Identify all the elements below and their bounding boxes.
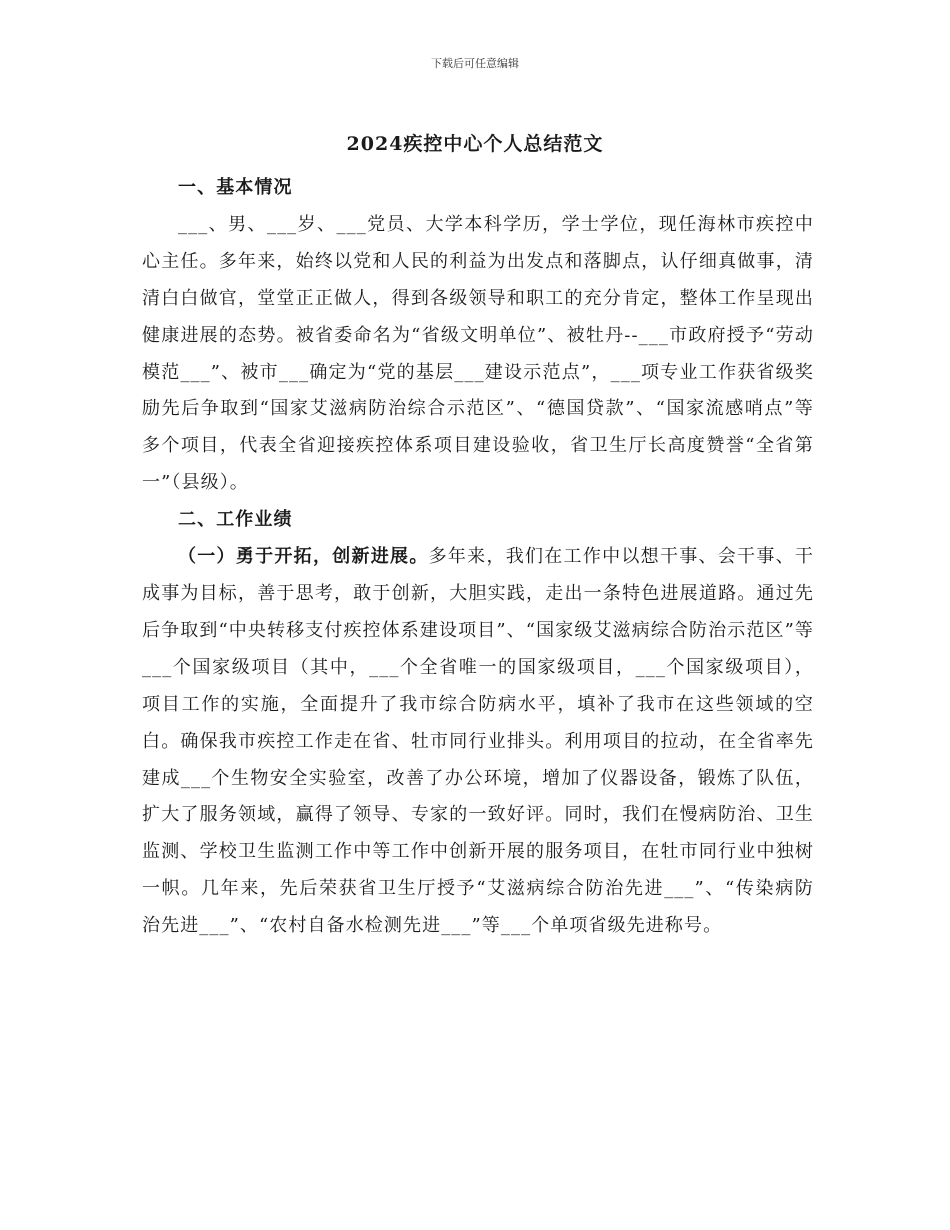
section-heading-achievements: 二、工作业绩 — [178, 509, 293, 531]
document-title: 2024疾控中心个人总结范文 — [346, 133, 604, 155]
subsection-lead-innovation: （一）勇于开拓，创新进展。 — [178, 546, 429, 568]
document-body — [142, 170, 814, 945]
section-heading-basic-info: 一、基本情况 — [178, 177, 293, 198]
paragraph-basic-info: ___、男、___岁、___党员、大学本科学历，学士学位，现任海林市疾控中心主任。多年来，始终以党和人民的利益为出发点和落脚点，认仔细真做事，清清白白做官，堂堂正正做人，得到各级领导和职工的充分肯定，整体工作呈现出健康进展的态势。被省委命名为“省级文明单位”、被牡丹--___市政府授予“劳动模范___”、被市___确定为“党的基层___建设示范点”，___项专业工作获省级奖励先后争取到“国家艾滋病防治综合示范区”、“德国贷款”、“国家流感哨点”等多个项目，代表全省迎接疾控体系项目建设验收，省卫生厅长高度赞誉“全省第一”（县级）。 — [142, 213, 814, 494]
subsection-text-innovation: 多年来，我们在工作中以想干事、会干事、干成事为目标，善于思考，敢于创新，大胆实践，走出一条特色进展道路。通过先后争取到“中央转移支付疾控体系建设项目”、“国家级艾滋病综合防治示范区”等___个国家级项目（其中，___个全省唯一的国家级项目，___个国家级项目），项目工作的实施，全面提升了我市综合防病水平，填补了我市在这些领域的空白。确保我市疾控工作走在省、牡市同行业排头。利用项目的拉动，在全省率先建成___个生物安全实验室，改善了办公环境，增加了仪器设备，锻炼了队伍，扩大了服务领域，赢得了领导、专家的一致好评。同时，我们在慢病防治、卫生监测、学校卫生监测工作中等工作中创新开展的服务项目，在牡市同行业中独树一帜。几年来，先后荣获省卫生厅授予“艾滋病综合防治先进___”、“传染病防治先进___”、“农村自备水检测先进___”等___个单项省级先进称号。 — [142, 546, 814, 937]
page-header-note: 下载后可任意编辑 — [431, 57, 519, 70]
paragraph-achievement-1 — [142, 539, 814, 945]
